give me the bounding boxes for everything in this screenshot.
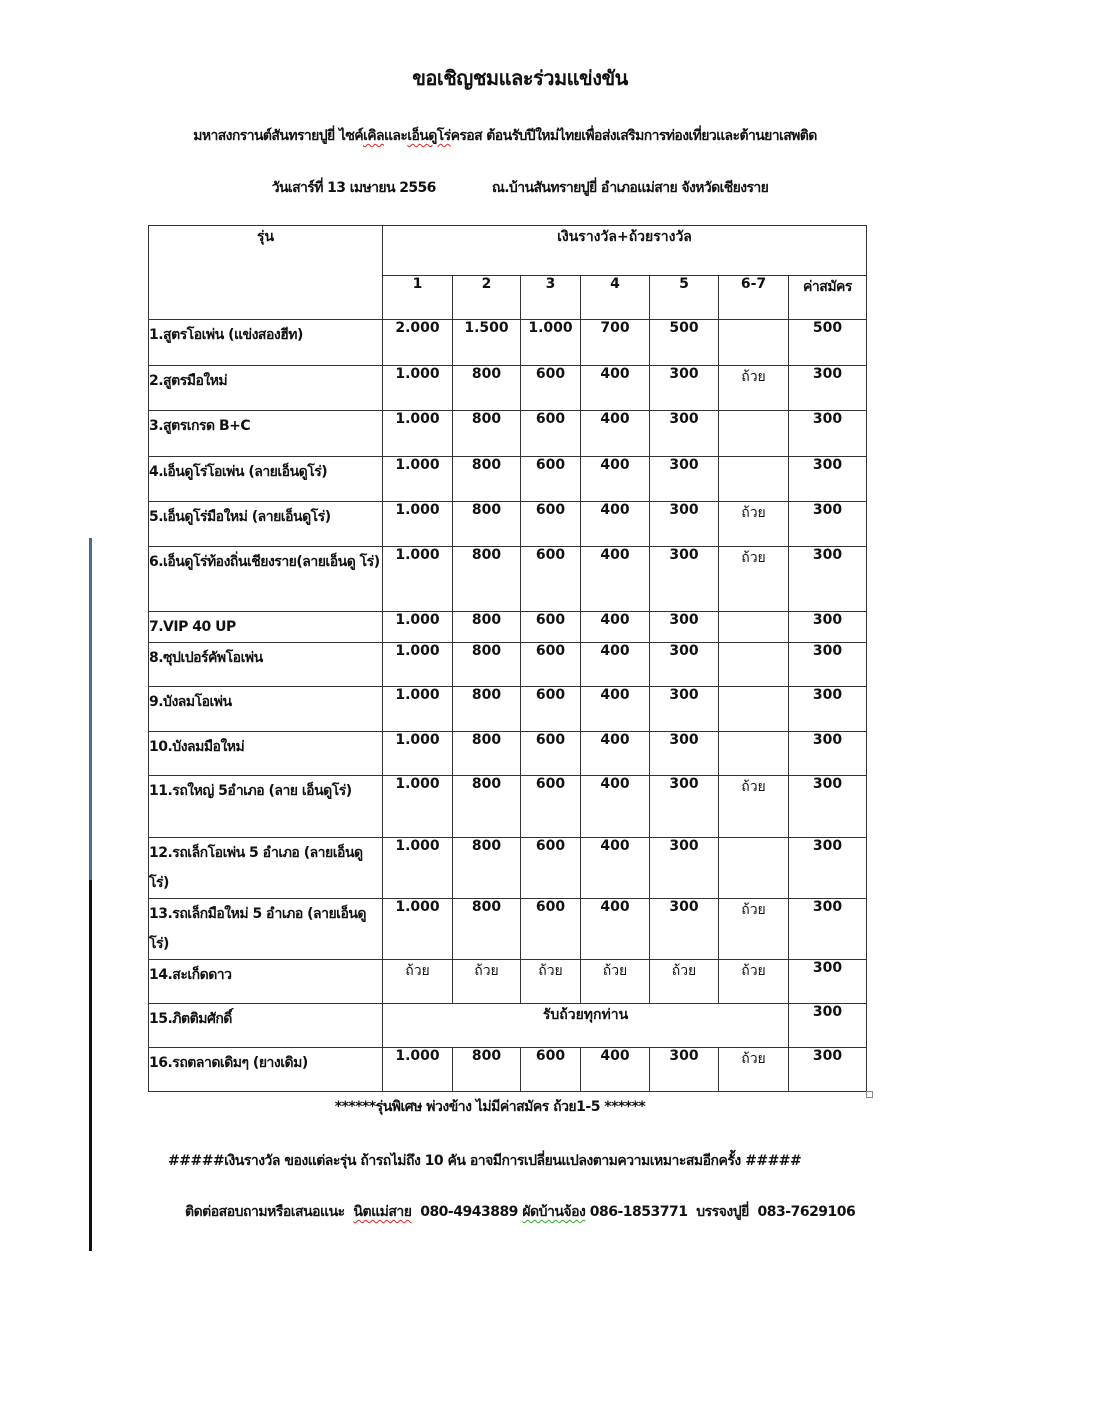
prize-cell: 400 xyxy=(581,366,650,411)
contact-phone: 080-4943889 xyxy=(420,1204,518,1220)
prize-cell: 600 xyxy=(521,457,581,502)
table-row xyxy=(149,502,867,547)
registration-fee-cell: 300 xyxy=(789,502,867,547)
header-place-4: 4 xyxy=(581,276,650,320)
prize-cell: 800 xyxy=(453,838,521,899)
prize-cell: 1.000 xyxy=(383,899,453,960)
prize-cell: 1.500 xyxy=(453,320,521,366)
prize-cell: 600 xyxy=(521,838,581,899)
prize-cell: ถ้วย xyxy=(719,366,789,411)
header-place-2: 2 xyxy=(453,276,521,320)
prize-cell: 800 xyxy=(453,612,521,643)
registration-fee-cell: 300 xyxy=(789,687,867,732)
class-name: 9.บังลมโอเพ่น xyxy=(149,687,383,732)
header-registration-fee: ค่าสมัคร xyxy=(789,276,867,320)
subtitle-part: และ xyxy=(383,128,408,144)
prize-cell xyxy=(719,320,789,366)
class-name: 3.สูตรเกรด B+C xyxy=(149,411,383,457)
prize-cell: 300 xyxy=(650,612,719,643)
registration-fee-cell: 300 xyxy=(789,960,867,1004)
header-prize: เงินรางวัล+ถ้วยรางวัล xyxy=(383,226,867,276)
prize-cell: 800 xyxy=(453,411,521,457)
class-name: 4.เอ็นดูโร่โอเพ่น (ลายเอ็นดูโร่) xyxy=(149,457,383,502)
class-name: 7.VIP 40 UP xyxy=(149,612,383,643)
prize-cell: 1.000 xyxy=(383,838,453,899)
prize-cell: 1.000 xyxy=(521,320,581,366)
header-place-1: 1 xyxy=(383,276,453,320)
prize-cell: 600 xyxy=(521,1048,581,1092)
prize-cell: 600 xyxy=(521,899,581,960)
header-place-5: 5 xyxy=(650,276,719,320)
prize-cell: 600 xyxy=(521,687,581,732)
contact-name: นิตแม่สาย xyxy=(353,1204,412,1220)
prize-cell: 800 xyxy=(453,776,521,838)
prize-cell: 800 xyxy=(453,457,521,502)
registration-fee-cell: 300 xyxy=(789,838,867,899)
event-subtitle xyxy=(0,125,1020,147)
class-name: 8.ซุปเปอร์คัพโอเพ่น xyxy=(149,643,383,687)
contact-name: ผัดบ้านจ้อง xyxy=(522,1204,586,1220)
prize-cell: 1.000 xyxy=(383,502,453,547)
prize-cell: 1.000 xyxy=(383,1048,453,1092)
prize-table xyxy=(148,225,867,1092)
prize-cell: ถ้วย xyxy=(719,502,789,547)
subtitle-part: ครอส ต้อนรับปีใหม่ไทยเพื่อส่งเสริมการท่องเที่ยวและต้านยาเสพติด xyxy=(450,128,817,144)
prize-cell: ถ้วย xyxy=(719,547,789,612)
prize-cell: 1.000 xyxy=(383,457,453,502)
contact-phone: 083-7629106 xyxy=(757,1204,856,1220)
prize-cell: 300 xyxy=(650,457,719,502)
prize-cell: 1.000 xyxy=(383,732,453,776)
registration-fee-cell: 300 xyxy=(789,899,867,960)
prize-cell: 600 xyxy=(521,776,581,838)
prize-cell: 700 xyxy=(581,320,650,366)
prize-cell: ถ้วย xyxy=(581,960,650,1004)
contact-label: ติดต่อสอบถามหรือเสนอแนะ xyxy=(185,1204,345,1220)
registration-fee-cell: 300 xyxy=(789,612,867,643)
page-title: ขอเชิญชมและร่วมแข่งขัน xyxy=(412,66,628,90)
prize-cell: 600 xyxy=(521,612,581,643)
registration-fee-cell: 300 xyxy=(789,776,867,838)
class-name: 16.รถตลาดเดิมๆ (ยางเดิม) xyxy=(149,1048,383,1092)
contact-line xyxy=(185,1201,855,1223)
event-date: วันเสาร์ที่ 13 เมษายน 2556 xyxy=(271,180,436,196)
registration-fee-cell: 300 xyxy=(789,457,867,502)
prize-cell: 400 xyxy=(581,732,650,776)
contact-phone: 086-1853771 xyxy=(589,1204,688,1220)
prize-cell: ถ้วย xyxy=(521,960,581,1004)
prize-cell: 400 xyxy=(581,411,650,457)
class-name: 2.สูตรมือใหม่ xyxy=(149,366,383,411)
prize-cell: 600 xyxy=(521,643,581,687)
prize-cell: ถ้วย xyxy=(453,960,521,1004)
margin-line xyxy=(89,880,92,1251)
prize-cell: 800 xyxy=(453,732,521,776)
prize-cell: 400 xyxy=(581,457,650,502)
prize-cell: 600 xyxy=(521,366,581,411)
prize-cell xyxy=(719,643,789,687)
prize-cell: 400 xyxy=(581,612,650,643)
table-row xyxy=(149,776,867,838)
prize-cell xyxy=(719,732,789,776)
registration-fee-cell: 300 xyxy=(789,547,867,612)
prize-cell xyxy=(719,457,789,502)
prize-cell: 300 xyxy=(650,547,719,612)
prize-cell xyxy=(719,411,789,457)
prize-cell: 500 xyxy=(650,320,719,366)
prize-cell: 1.000 xyxy=(383,547,453,612)
table-row xyxy=(149,643,867,687)
class-name: 10.บังลมมือใหม่ xyxy=(149,732,383,776)
table-row xyxy=(149,899,867,960)
prize-cell xyxy=(719,838,789,899)
prize-cell xyxy=(719,612,789,643)
class-name: 1.สูตรโอเพ่น (แข่งสองฮีท) xyxy=(149,320,383,366)
prize-cell: 300 xyxy=(650,643,719,687)
registration-fee-cell: 300 xyxy=(789,643,867,687)
prize-cell: 1.000 xyxy=(383,612,453,643)
table-row xyxy=(149,960,867,1004)
prize-cell: 800 xyxy=(453,1048,521,1092)
table-row xyxy=(149,732,867,776)
prize-cell: 300 xyxy=(650,411,719,457)
prize-cell: 800 xyxy=(453,502,521,547)
prize-cell: 1.000 xyxy=(383,776,453,838)
registration-fee-cell: 300 xyxy=(789,1048,867,1092)
prize-cell: 300 xyxy=(650,776,719,838)
table-row xyxy=(149,411,867,457)
event-date-venue xyxy=(0,177,1040,199)
table-row xyxy=(149,366,867,411)
prize-cell: 800 xyxy=(453,366,521,411)
prize-cell: 1.000 xyxy=(383,687,453,732)
table-row xyxy=(149,612,867,643)
class-name: 15.ภิตติมศักดิ์ xyxy=(149,1004,383,1048)
header-model: รุ่น xyxy=(149,226,383,320)
subtitle-part: มหาสงกรานต์สันทรายปูยี่ ไซค์ xyxy=(193,128,364,144)
class-name: 6.เอ็นดูโร่ท้องถิ่นเชียงราย(ลายเอ็นดู โร่) xyxy=(149,547,383,612)
registration-fee-cell: 300 xyxy=(789,1004,867,1048)
header-place-6-7: 6-7 xyxy=(719,276,789,320)
event-venue: ณ.บ้านสันทรายปูยี่ อำเภอแม่สาย จังหวัดเชียงราย xyxy=(491,180,769,196)
special-class-note: ******รุ่นพิเศษ พ่วงข้าง ไม่มีค่าสมัคร ถ้วย1-5 ****** xyxy=(334,1099,646,1115)
merged-prize-cell: รับถ้วยทุกท่าน xyxy=(383,1004,789,1048)
class-name: 13.รถเล็กมือใหม่ 5 อำเภอ (ลายเอ็นดู โร่) xyxy=(149,899,383,960)
prize-cell: 400 xyxy=(581,643,650,687)
prize-cell xyxy=(719,687,789,732)
prize-cell: 400 xyxy=(581,776,650,838)
prize-cell: 800 xyxy=(453,899,521,960)
registration-fee-cell: 500 xyxy=(789,320,867,366)
prize-cell: 600 xyxy=(521,411,581,457)
registration-fee-cell: 300 xyxy=(789,366,867,411)
prize-cell: ถ้วย xyxy=(650,960,719,1004)
prize-cell: 300 xyxy=(650,899,719,960)
table-row xyxy=(149,1048,867,1092)
prize-cell: 400 xyxy=(581,547,650,612)
registration-fee-cell: 300 xyxy=(789,411,867,457)
table-row xyxy=(149,457,867,502)
prize-change-note: #####เงินรางวัล ของแต่ละรุ่น ถ้ารถไม่ถึง 10 คัน อาจมีการเปลี่ยนแปลงตามความเหมาะสมอีกครั้ง ##### xyxy=(168,1153,802,1169)
prize-cell: 300 xyxy=(650,687,719,732)
table-row xyxy=(149,547,867,612)
class-name: 12.รถเล็กโอเพ่น 5 อำเภอ (ลายเอ็นดู โร่) xyxy=(149,838,383,899)
table-row xyxy=(149,687,867,732)
subtitle-part: เคิล xyxy=(363,128,384,144)
prize-cell: 400 xyxy=(581,687,650,732)
prize-cell: 300 xyxy=(650,1048,719,1092)
prize-cell: ถ้วย xyxy=(719,776,789,838)
prize-cell: 300 xyxy=(650,366,719,411)
prize-cell: ถ้วย xyxy=(383,960,453,1004)
prize-cell: ถ้วย xyxy=(719,1048,789,1092)
table-row xyxy=(149,838,867,899)
prize-cell: 300 xyxy=(650,838,719,899)
registration-fee-cell: 300 xyxy=(789,732,867,776)
prize-cell: ถ้วย xyxy=(719,899,789,960)
prize-cell: 300 xyxy=(650,502,719,547)
prize-cell: 400 xyxy=(581,838,650,899)
class-name: 14.สะเก็ดดาว xyxy=(149,960,383,1004)
prize-cell: 800 xyxy=(453,687,521,732)
prize-cell: 800 xyxy=(453,547,521,612)
table-row xyxy=(149,1004,867,1048)
prize-cell: 800 xyxy=(453,643,521,687)
subtitle-part: เอ็นดูโร่ xyxy=(407,128,451,144)
prize-cell: 400 xyxy=(581,502,650,547)
table-row xyxy=(149,320,867,366)
prize-cell: 2.000 xyxy=(383,320,453,366)
header-place-3: 3 xyxy=(521,276,581,320)
prize-cell: 1.000 xyxy=(383,411,453,457)
prize-cell: 600 xyxy=(521,547,581,612)
prize-cell: 600 xyxy=(521,732,581,776)
prize-cell: 400 xyxy=(581,1048,650,1092)
contact-name: บรรจงปูยี่ xyxy=(696,1204,749,1220)
prize-cell: 600 xyxy=(521,502,581,547)
prize-cell: 400 xyxy=(581,899,650,960)
class-name: 11.รถใหญ่ 5อำเภอ (ลาย เอ็นดูโร่) xyxy=(149,776,383,838)
prize-cell: ถ้วย xyxy=(719,960,789,1004)
prize-cell: 1.000 xyxy=(383,366,453,411)
prize-cell: 300 xyxy=(650,732,719,776)
class-name: 5.เอ็นดูโร่มือใหม่ (ลายเอ็นดูโร่) xyxy=(149,502,383,547)
prize-cell: 1.000 xyxy=(383,643,453,687)
